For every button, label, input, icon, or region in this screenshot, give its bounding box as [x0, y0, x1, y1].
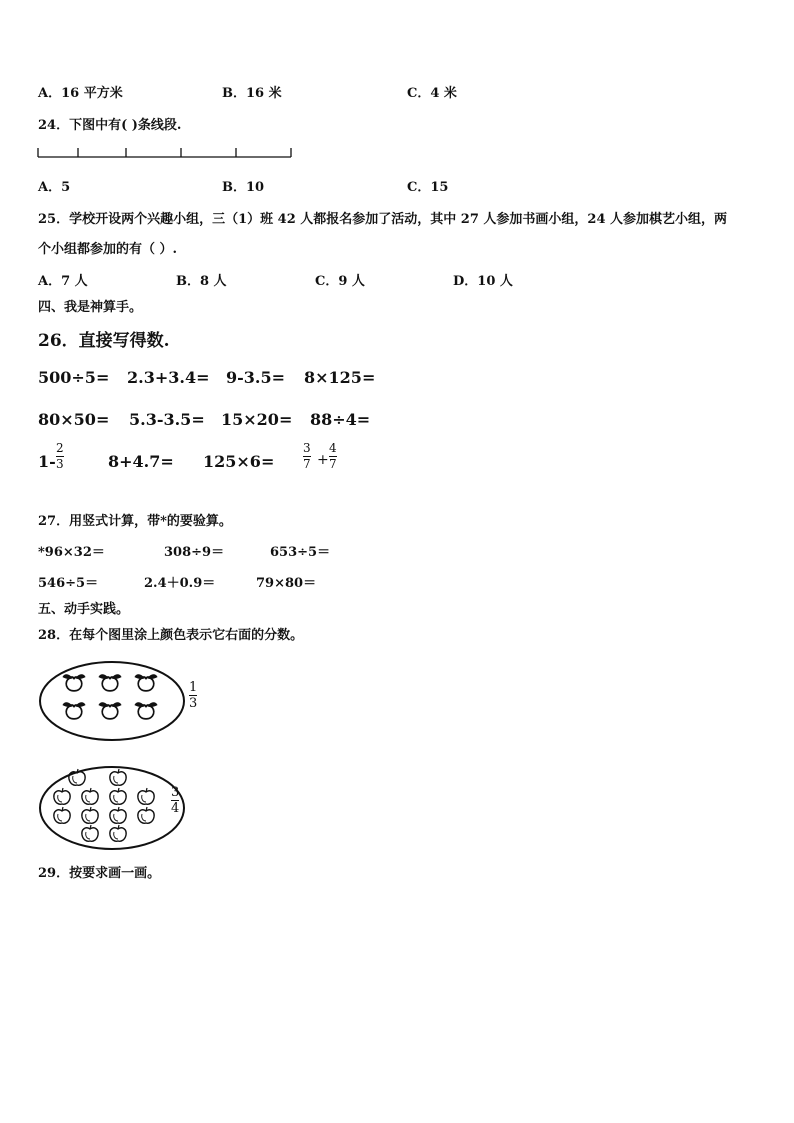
- q26-r1-c2: 2.3+3.4=: [127, 368, 210, 387]
- q26-r3-fraction-four-sevenths: 4 7: [329, 441, 337, 471]
- q25-line1: 25．学校开设两个兴趣小组，三（1）班 42 人都报名参加了活动，其中 27 人参加书画小组，24 人参加棋艺小组，两: [38, 212, 728, 227]
- q24-option-a: A．5: [38, 180, 71, 195]
- q26-r3-fraction-two-thirds: 2 3: [56, 441, 64, 471]
- apple-icon: [110, 807, 126, 823]
- q25-line2: 个小组都参加的有（ ）.: [38, 242, 178, 257]
- q29-title: 29．按要求画一画。: [38, 866, 161, 881]
- peach-icon: [63, 674, 86, 691]
- q27-r1-c1: *96×32＝: [38, 545, 105, 560]
- apple-icon: [82, 807, 98, 823]
- q23-option-c: C．4 米: [407, 86, 457, 101]
- apple-icon: [110, 825, 126, 841]
- q26-r1-c4: 8×125=: [304, 368, 376, 387]
- q24-option-b: B．10: [222, 180, 265, 195]
- apple-icon: [82, 825, 98, 841]
- peach-icon: [63, 702, 86, 719]
- q26-r3-fraction-three-sevenths: 3 7: [303, 441, 311, 471]
- apple-icon: [54, 807, 70, 823]
- apple-oval-figure: [38, 764, 188, 854]
- apple-icon: [138, 788, 154, 804]
- q26-r3-c3: 125×6=: [203, 452, 275, 471]
- q27-r1-c3: 653÷5＝: [270, 545, 331, 560]
- apple-icon: [138, 807, 154, 823]
- q28-title: 28．在每个图里涂上颜色表示它右面的分数。: [38, 628, 304, 643]
- q23-option-b: B．16 米: [222, 86, 282, 101]
- apple-icon: [110, 788, 126, 804]
- q27-r1-c2: 308÷9＝: [164, 545, 225, 560]
- fig2-fraction-three-quarters: 3 4: [171, 785, 180, 816]
- q26-r3-plus-sign: +: [317, 452, 329, 468]
- q25-option-d: D．10 人: [453, 274, 513, 289]
- q26-r1-c3: 9-3.5=: [226, 368, 286, 387]
- q24-option-c: C．15: [407, 180, 449, 195]
- apple-icon: [54, 788, 70, 804]
- q26-r2-c1: 80×50=: [38, 410, 110, 429]
- q25-option-c: C．9 人: [315, 274, 365, 289]
- section-4-heading: 四、我是神算手。: [38, 300, 143, 315]
- q26-r1-c1: 500÷5=: [38, 368, 110, 387]
- q26-r2-c3: 15×20=: [221, 410, 293, 429]
- section-5-heading: 五、动手实践。: [38, 602, 130, 617]
- peach-icon: [99, 674, 122, 691]
- q26-r3-c2: 8+4.7=: [108, 452, 174, 471]
- peach-icon: [135, 674, 158, 691]
- peach-icon: [99, 702, 122, 719]
- peach-icon: [135, 702, 158, 719]
- line-segment-figure: [36, 144, 296, 160]
- fig1-fraction-one-third: 1 3: [189, 680, 198, 711]
- apple-icon: [82, 788, 98, 804]
- q24-question: 24．下图中有( )条线段.: [38, 118, 182, 133]
- apple-icon: [110, 769, 126, 785]
- peach-oval-figure: [38, 660, 188, 742]
- q27-r2-c1: 546÷5＝: [38, 576, 99, 591]
- q26-r2-c4: 88÷4=: [310, 410, 371, 429]
- q23-option-a: A．16 平方米: [38, 86, 123, 101]
- q27-title: 27．用竖式计算，带*的要验算。: [38, 514, 232, 529]
- q26-title: 26．直接写得数.: [38, 331, 170, 351]
- q26-r3-c1-prefix: 1-: [38, 452, 56, 471]
- q27-r2-c3: 79×80＝: [256, 576, 317, 591]
- q26-r2-c2: 5.3-3.5=: [129, 410, 205, 429]
- q27-r2-c2: 2.4＋0.9＝: [144, 576, 216, 591]
- q25-option-b: B．8 人: [176, 274, 227, 289]
- q25-option-a: A．7 人: [38, 274, 88, 289]
